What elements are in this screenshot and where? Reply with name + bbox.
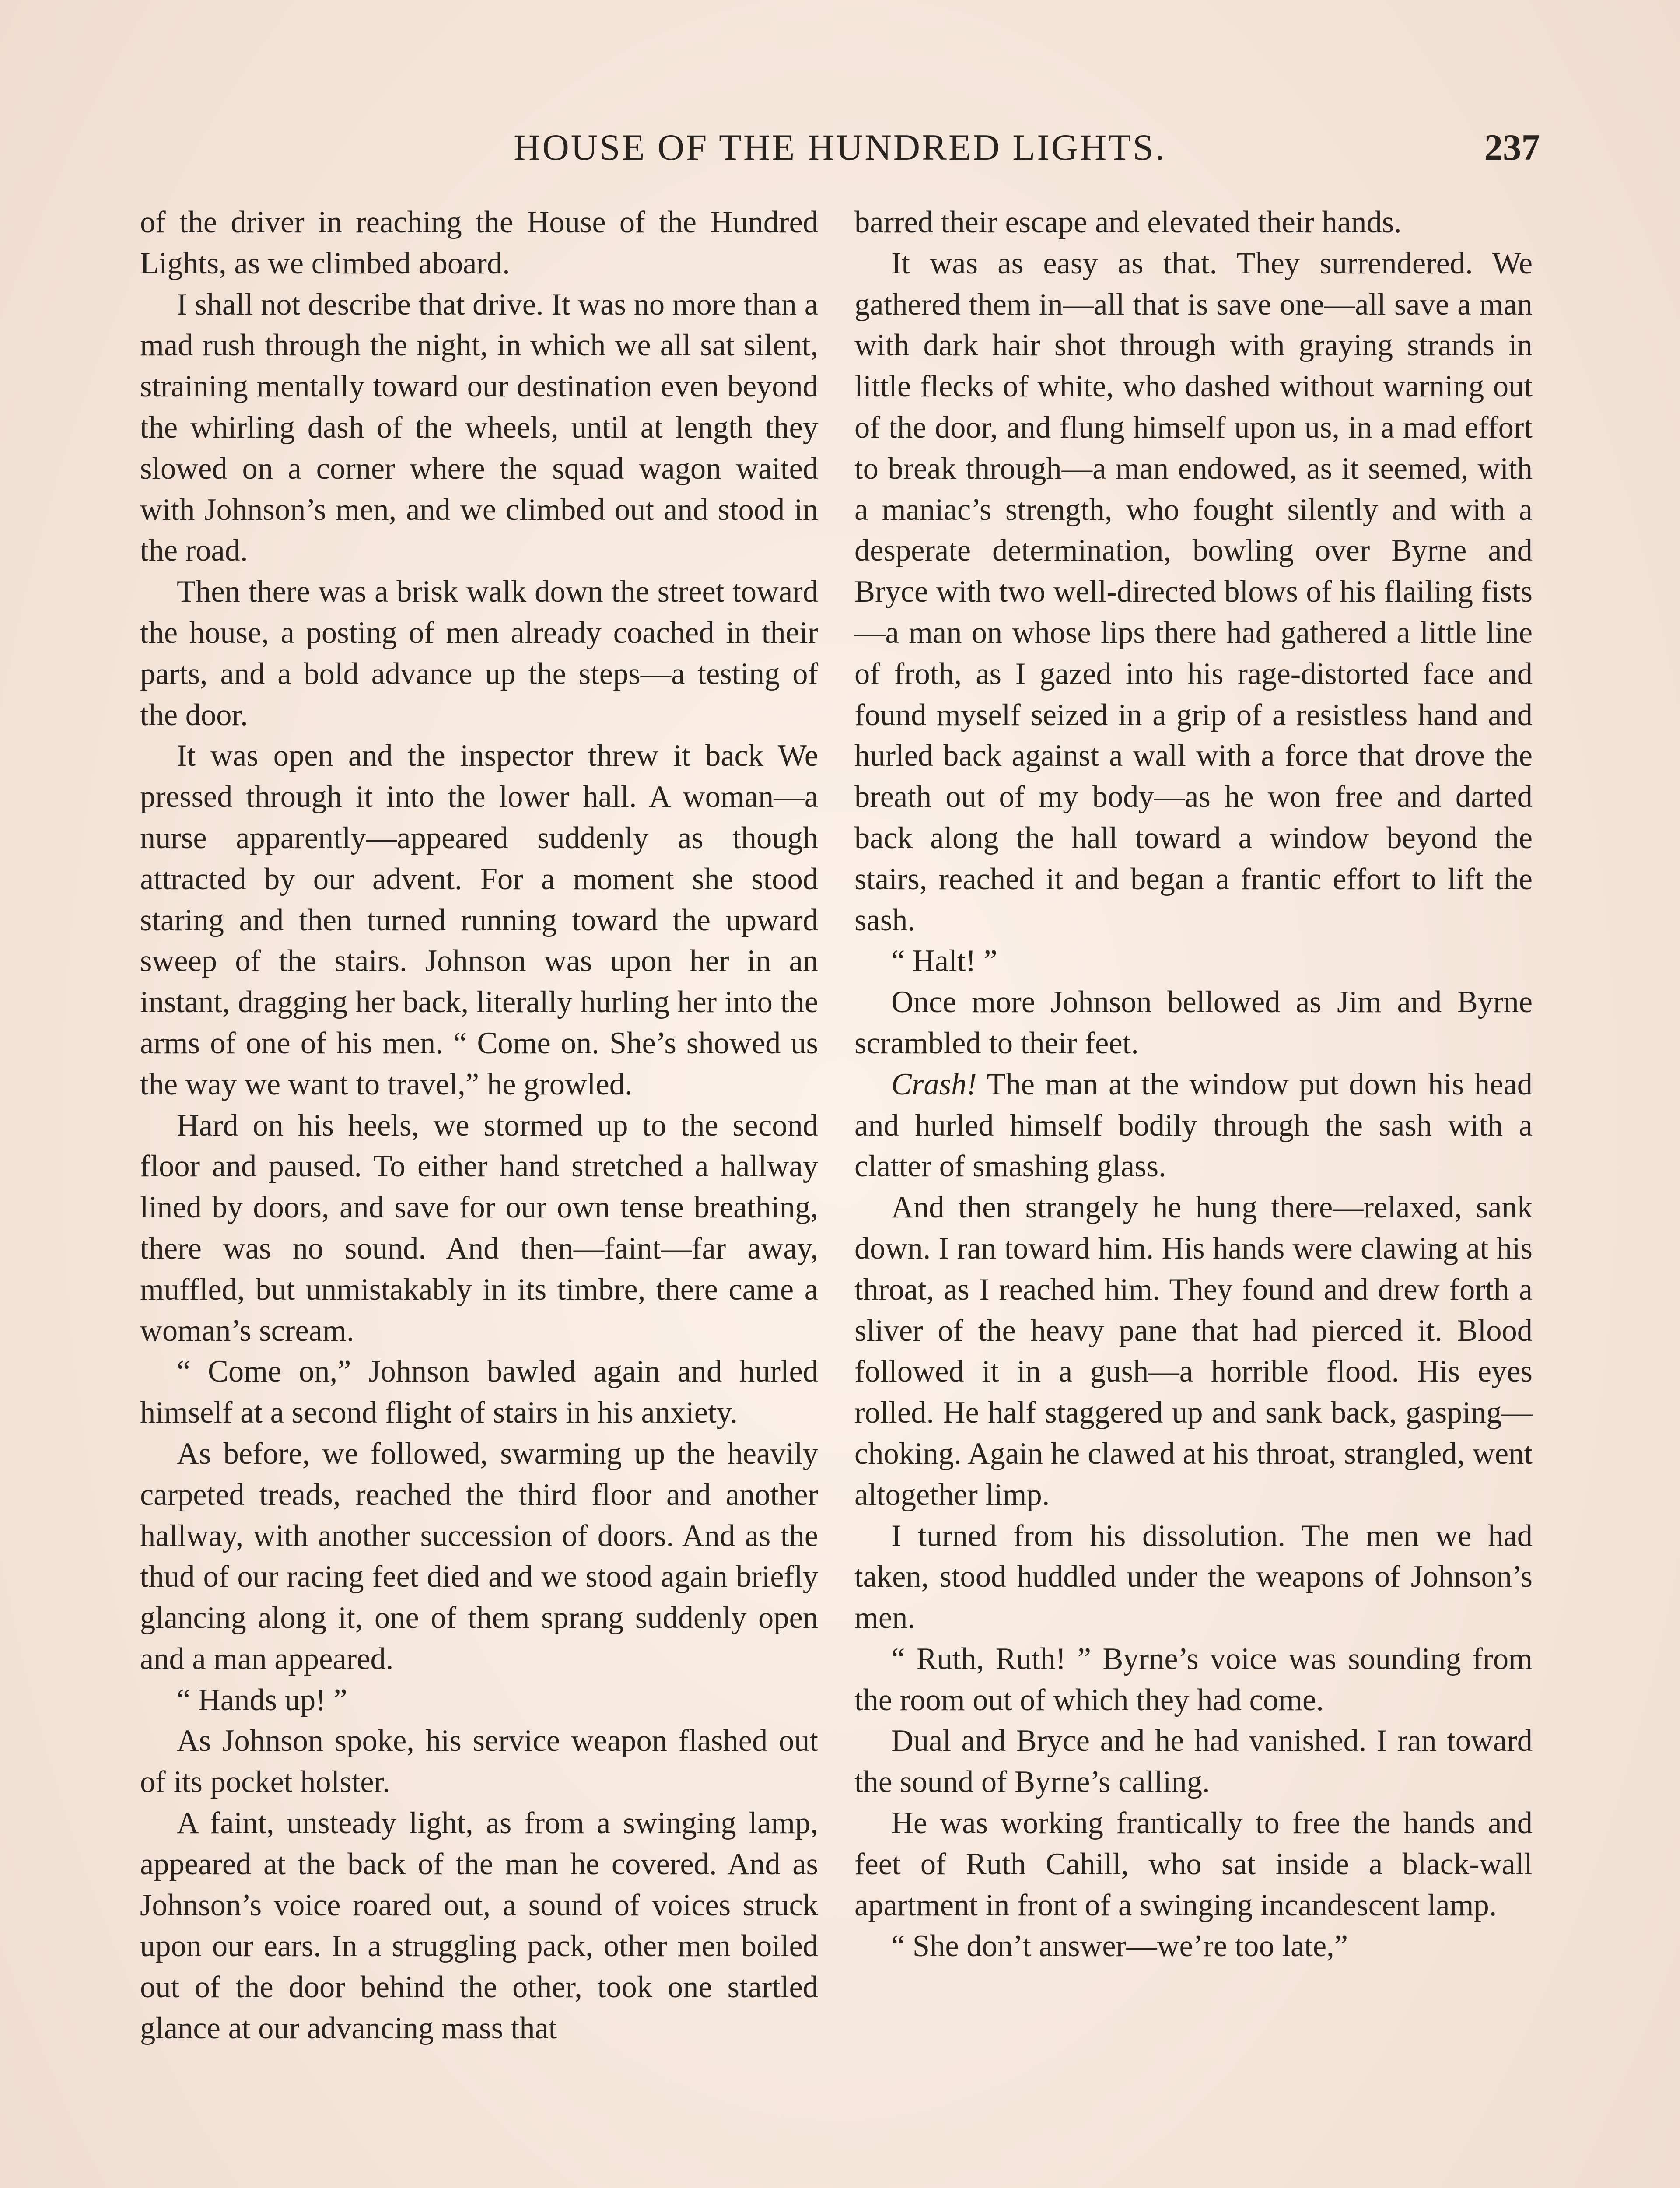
paragraph: Dual and Bryce and he had vanished. I ran toward the sound of Byrne’s calling. xyxy=(854,1724,1533,1799)
paragraph: I turned from his dissolution. The men we had taken, stood huddled under the weapons of Johnson’s men. xyxy=(854,1518,1533,1635)
paragraph: Then there was a brisk walk down the street toward the house, a posting of men already coached in their parts, and a bold advance up the steps—a testing of the door. xyxy=(140,575,818,732)
paragraph: He was working frantically to free the hands and feet of Ruth Cahill, who sat inside a black-wall apartment in front of a swinging incandescent lamp. xyxy=(854,1806,1533,1922)
left-column xyxy=(140,202,818,2188)
paragraph: It was open and the inspector threw it back We pressed through it into the lower hall. A woman—a nurse apparently—appeared suddenly as though attracted by our advent. For a moment she stood staring and then turned running toward the upward sweep of the stairs. Johnson was upon her in an instant, dragging her back, literally hurling her into the arms of one of his men. “ Come on. She’s showed us the way we want to travel,” he growled. xyxy=(140,739,818,1101)
paragraph: “ Hands up! ” xyxy=(177,1683,347,1717)
paragraph: “ She don’t answer—we’re too late,” xyxy=(891,1929,1348,1964)
running-head: HOUSE OF THE HUNDRED LIGHTS. xyxy=(514,127,1166,168)
paragraph: of the driver in reaching the House of the Hundred Lights, as we climbed aboard. xyxy=(140,205,818,281)
paragraph: barred their escape and elevated their hands. xyxy=(854,205,1402,239)
paragraph: “ Come on,” Johnson bawled again and hurled himself at a second flight of stairs in his anxiety. xyxy=(140,1354,818,1430)
paragraph-text: The man at the window put down his head and hurled himself bodily through the sash with a clatter of smashing glass. xyxy=(854,1067,1533,1184)
paragraph: It was as easy as that. They surrendered. We gathered them in—all that is save one—all save a man with dark hair shot through with graying strands in little flecks of white, who dashed without warning out of the door, and flung himself upon us, in a mad effort to break through—a man endowed, as it seemed, with a maniac’s strength, who fought silently and with a desperate determination, bowling over Byrne and Bryce with two well-directed blows of his flailing fists—a man on whose lips there had gathered a little line of froth, as I gazed into his rage-distorted face and found myself seized in a grip of a resistless hand and hurled back against a wall with a force that drove the breath out of my body—as he won free and darted back along the hall toward a window beyond the stairs, reached it and began a frantic effort to lift the sash. xyxy=(854,246,1533,937)
paragraph: “ Ruth, Ruth! ” Byrne’s voice was sounding from the room out of which they had come. xyxy=(854,1641,1533,1717)
paragraph: Once more Johnson bellowed as Jim and Byrne scrambled to their feet. xyxy=(854,985,1533,1060)
paragraph xyxy=(854,1064,1533,1187)
paragraph: “ Halt! ” xyxy=(891,944,998,978)
crash-word: Crash! xyxy=(891,1067,977,1101)
paragraph: And then strangely he hung there—relaxed, sank down. I ran toward him. His hands were clawing at his throat, as I reached him. They found and drew forth a sliver of the heavy pane that had pierced it. Blood followed it in a gush—a horrible flood. His eyes rolled. He half staggered up and sank back, gasping—choking. Again he clawed at his throat, strangled, went altogether limp. xyxy=(854,1190,1533,1512)
right-column xyxy=(854,202,1533,2188)
page-header xyxy=(140,123,1540,176)
paragraph: A faint, unsteady light, as from a swinging lamp, appeared at the back of the man he covered. And as Johnson’s voice roared out, a sound of voices struck upon our ears. In a struggling pack, other men boiled out of the door behind the other, took one startled glance at our advancing mass that xyxy=(140,1806,818,2046)
page-number: 237 xyxy=(1484,127,1540,168)
paragraph: Hard on his heels, we stormed up to the second floor and paused. To either hand stretched a hallway lined by doors, and save for our own tense breathing, there was no sound. And then—faint—far away, muffled, but unmistakably in its timbre, there came a woman’s scream. xyxy=(140,1108,818,1348)
paragraph: As before, we followed, swarming up the heavily carpeted treads, reached the third floor and another hallway, with another succession of doors. And as the thud of our racing feet died and we stood again briefly glancing along it, one of them sprang suddenly open and a man appeared. xyxy=(140,1436,818,1676)
paragraph: As Johnson spoke, his service weapon flashed out of its pocket holster. xyxy=(140,1724,818,1799)
paragraph: I shall not describe that drive. It was no more than a mad rush through the night, in which we all sat silent, straining mentally toward our destination even beyond the whirling dash of the wheels, until at length they slowed on a corner where the squad wagon waited with Johnson’s men, and we climbed out and stood in the road. xyxy=(140,287,818,568)
